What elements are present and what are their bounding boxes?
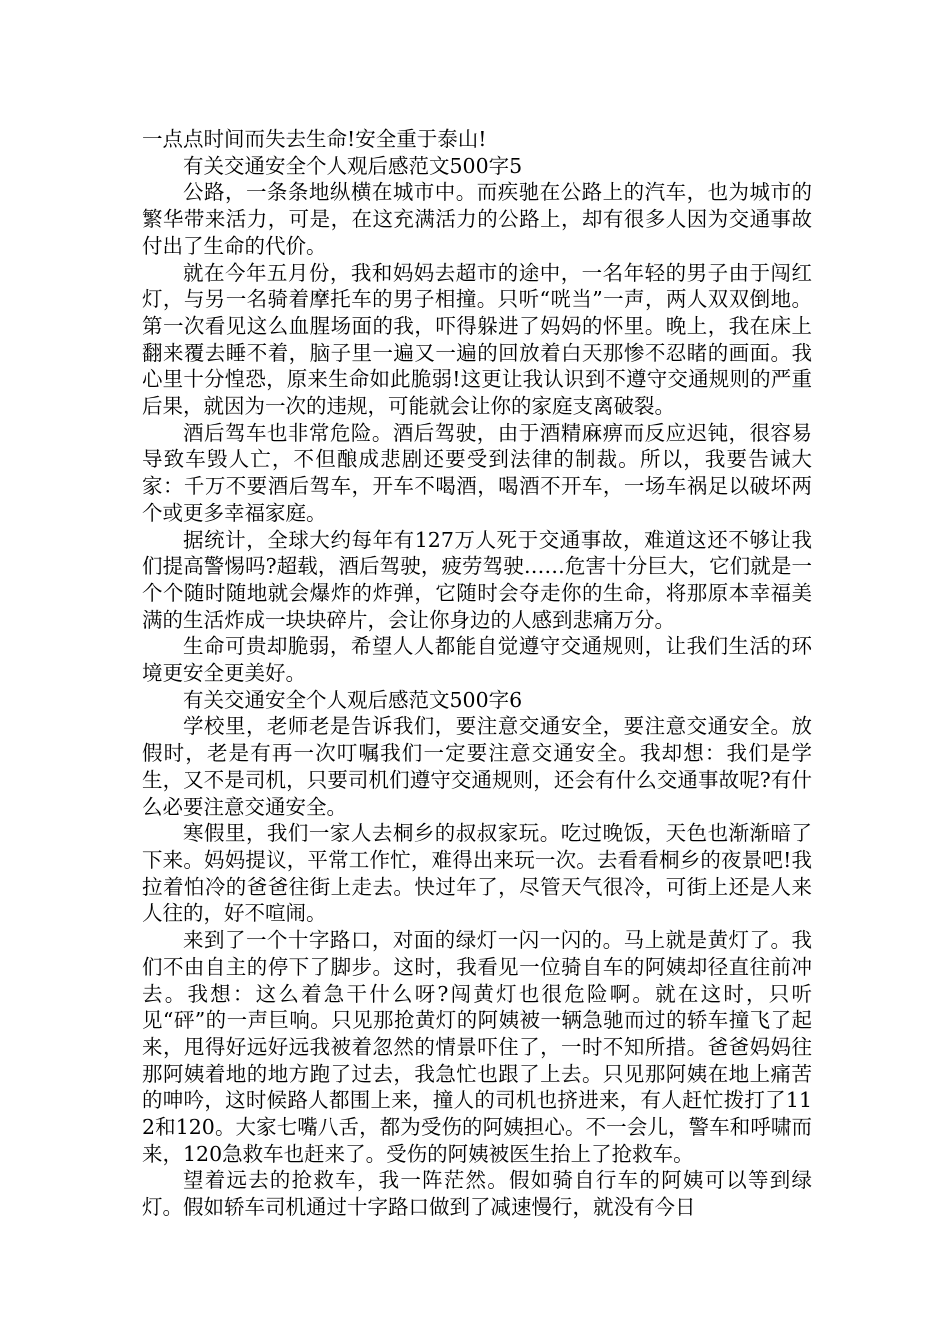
paragraph: 寒假里，我们一家人去桐乡的叔叔家玩。吃过晚饭，天色也渐渐暗了下来。妈妈提议，平常工作忙，难得出来玩一次。去看看桐乡的夜景吧!我拉着怕冷的爸爸往街上走去。快过年了，尽管天气很冷，可街上还是人来人往的，好不喧闹。 bbox=[142, 821, 812, 926]
paragraph: 来到了一个十字路口，对面的绿灯一闪一闪的。马上就是黄灯了。我们不由自主的停下了脚步。这时，我看见一位骑自车的阿姨却径直往前冲去。我想：这么着急干什么呀?闯黄灯也很危险啊。就在这时，只听见“砰”的一声巨响。只见那抢黄灯的阿姨被一辆急驰而过的轿车撞飞了起来，甩得好远好远我被着忽然的情景吓住了，一时不知所措。爸爸妈妈往那阿姨着地的地方跑了过去，我急忙也跟了上去。只见那阿姨在地上痛苦的呻吟，这时候路人都围上来，撞人的司机也挤进来，有人赶忙拨打了112和120。大家七嘴八舌，都为受伤的阿姨担心。不一会儿，警车和呼啸而来，120急救车也赶来了。受伤的阿姨被医生抬上了抢救车。 bbox=[142, 928, 812, 1166]
section-heading-5: 有关交通安全个人观后感范文500字5 bbox=[183, 153, 523, 178]
paragraph: 公路，一条条地纵横在城市中。而疾驰在公路上的汽车，也为城市的繁华带来活力，可是，在这充满活力的公路上，却有很多人因为交通事故付出了生命的代价。 bbox=[142, 180, 812, 258]
paragraph: 就在今年五月份，我和妈妈去超市的途中，一名年轻的男子由于闯红灯，与另一名骑着摩托车的男子相撞。只听“咣当”一声，两人双双倒地。第一次看见这么血腥场面的我，吓得躲进了妈妈的怀里。晚上，我在床上翻来覆去睡不着，脑子里一遍又一遍的回放着白天那惨不忍睹的画面。我心里十分惶恐，原来生命如此脆弱!这更让我认识到不遵守交通规则的严重后果，就因为一次的违规，可能就会让你的家庭支离破裂。 bbox=[142, 260, 812, 419]
paragraph: 望着远去的抢救车，我一阵茫然。假如骑自行车的阿姨可以等到绿灯。假如轿车司机通过十字路口做到了减速慢行，就没有今日 bbox=[142, 1168, 812, 1220]
paragraph: 酒后驾车也非常危险。酒后驾驶，由于酒精麻痹而反应迟钝，很容易导致车毁人亡，不但酿成悲剧还要受到法律的制裁。所以，我要告诫大家：千万不要酒后驾车，开车不喝酒，喝酒不开车，一场车祸足以破坏两个或更多幸福家庭。 bbox=[142, 420, 812, 525]
section-heading-6: 有关交通安全个人观后感范文500字6 bbox=[183, 687, 523, 712]
paragraph: 据统计，全球大约每年有127万人死于交通事故，难道这还不够让我们提高警惕吗?超载，酒后驾驶，疲劳驾驶……危害十分巨大，它们就是一个个随时随地就会爆炸的炸弹，它随时会夺走你的生命，将那原本幸福美满的生活炸成一块块碎片，会让你身边的人感到悲痛万分。 bbox=[142, 527, 812, 632]
paragraph-continuation: 一点点时间而失去生命!安全重于泰山! bbox=[142, 127, 487, 151]
paragraph: 生命可贵却脆弱，希望人人都能自觉遵守交通规则，让我们生活的环境更安全更美好。 bbox=[142, 634, 812, 686]
document-page bbox=[142, 126, 812, 1221]
paragraph: 学校里，老师老是告诉我们，要注意交通安全，要注意交通安全。放假时，老是有再一次叮嘱我们一定要注意交通安全。我却想：我们是学生，又不是司机，只要司机们遵守交通规则，还会有什么交通事故呢?有什么必要注意交通安全。 bbox=[142, 714, 812, 819]
